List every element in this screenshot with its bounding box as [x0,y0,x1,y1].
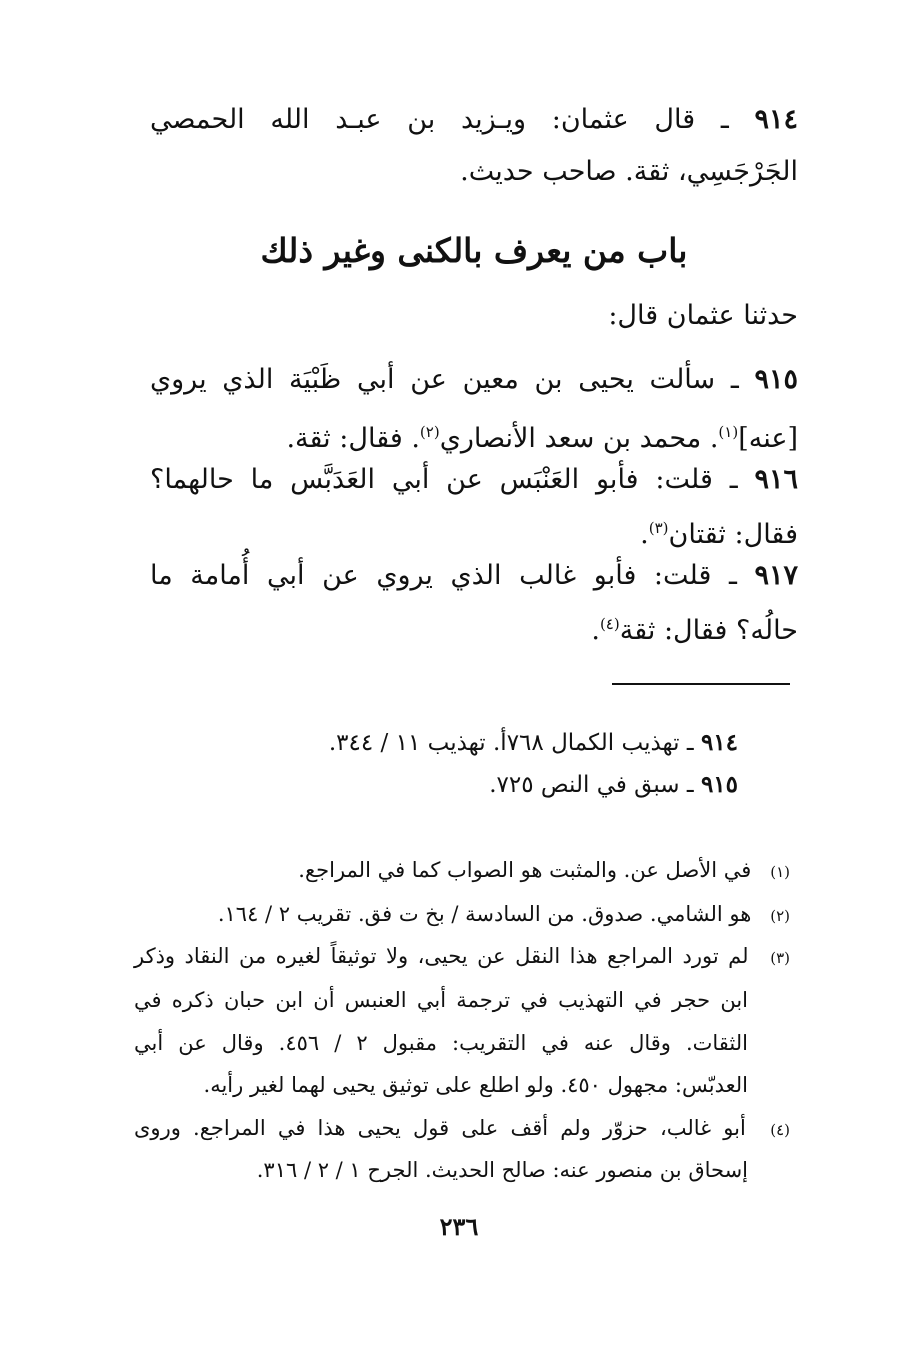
source-915-number: ٩١٥ [700,771,738,798]
footnote-3-text-1: لم تورد المراجع هذا النقل عن يحيى، ولا توثيقاً لغيره من النقاد وذكر [134,944,749,968]
entry-915-line-2 [150,412,798,459]
footnote-ref-4: (٤) [599,615,620,633]
entry-915-text: ـ سألت يحيى بن معين عن أبي ظَبْيَة الذي يروي [150,364,739,395]
entry-915-line-1 [150,360,798,400]
source-915-text: ـ سبق في النص ٧٢٥. [489,772,694,798]
footnote-ref-2: (٢) [419,423,440,441]
footnote-4-mark: (٤) [770,1121,790,1139]
footnote-2-text: هو الشامي. صدوق. من السادسة / بخ ت فق. تقريب ٢ / ١٦٤. [217,902,752,926]
entry-917-text: ـ قلت: فأبو غالب الذي يروي عن أبي أُمامة ما [150,560,737,591]
footnote-3-line-2: ابن حجر في التهذيب في ترجمة أبي العنبس أن ابن حبان ذكره في [134,988,748,1012]
entry-915-bracket: [عنه] [738,423,798,454]
footnote-ref-1: (١) [718,423,739,441]
page-number: ٢٣٦ [439,1212,479,1241]
footnote-2 [134,898,790,932]
footnote-separator [612,683,790,685]
entry-916-line-1 [150,460,798,500]
entry-917-line-2 [150,604,798,651]
entry-916-verdict: فقال: ثقتان [668,519,798,550]
entry-916-line-2 [150,508,798,555]
source-915 [489,768,738,802]
entry-916-period: . [640,519,649,550]
footnote-1-text: في الأصل عن. والمثبت هو الصواب كما في المراجع. [298,858,752,882]
entry-915-number: ٩١٥ [754,364,798,395]
entry-916-number: ٩١٦ [754,464,798,495]
source-914 [329,726,738,760]
footnote-4-text-1: أبو غالب، حزوّر ولم أقف على قول يحيى هذا في المراجع. وروى [134,1116,746,1140]
entry-915-verdict: . فقال: ثقة. [286,423,420,454]
entry-917-line-1 [150,556,798,596]
footnote-4-line-1 [134,1112,790,1146]
footnote-3-mark: (٣) [770,949,790,967]
footnote-3-line-1 [134,940,790,974]
source-914-number: ٩١٤ [700,729,738,756]
footnote-4-line-2: إسحاق بن منصور عنه: صالح الحديث. الجرح ١ / ٢ / ٣١٦. [256,1158,748,1182]
source-914-text: ـ تهذيب الكمال ٧٦٨أ. تهذيب ١١ / ٣٤٤. [328,730,694,756]
footnote-1 [134,854,790,888]
entry-914-text: ـ قال عثمان: ويـزيد بن عبـد الله الحمصي [150,104,729,135]
footnote-1-mark: (١) [770,863,790,881]
entry-914-number: ٩١٤ [754,104,798,135]
footnote-2-mark: (٢) [770,907,790,925]
entry-917-period: . [591,615,600,646]
chapter-heading: باب من يعرف بالكنى وغير ذلك [260,231,688,270]
intro-line: حدثنا عثمان قال: [608,300,798,331]
entry-914-line-1 [150,100,798,140]
entry-915-name: . محمد بن سعد الأنصاري [439,423,719,454]
entry-916-text: ـ قلت: فأبو العَنْبَس عن أبي العَدَبَّس ما حالهما؟ [150,464,738,495]
footnote-3-line-3: الثقات. وقال عنه في التقريب: مقبول ٢ / ٤٥٦. وقال عن أبي [134,1031,748,1055]
entry-914-line-2: الجَرْجَسِي، ثقة. صاحب حديث. [460,156,798,187]
footnote-3-line-4: العدبّس: مجهول ٤٥٠. ولو اطلع على توثيق يحيى لهما لغير رأيه. [203,1073,748,1097]
entry-917-verdict: حالُه؟ فقال: ثقة [619,615,798,646]
entry-917-number: ٩١٧ [754,560,798,591]
footnote-ref-3: (٣) [648,519,669,537]
